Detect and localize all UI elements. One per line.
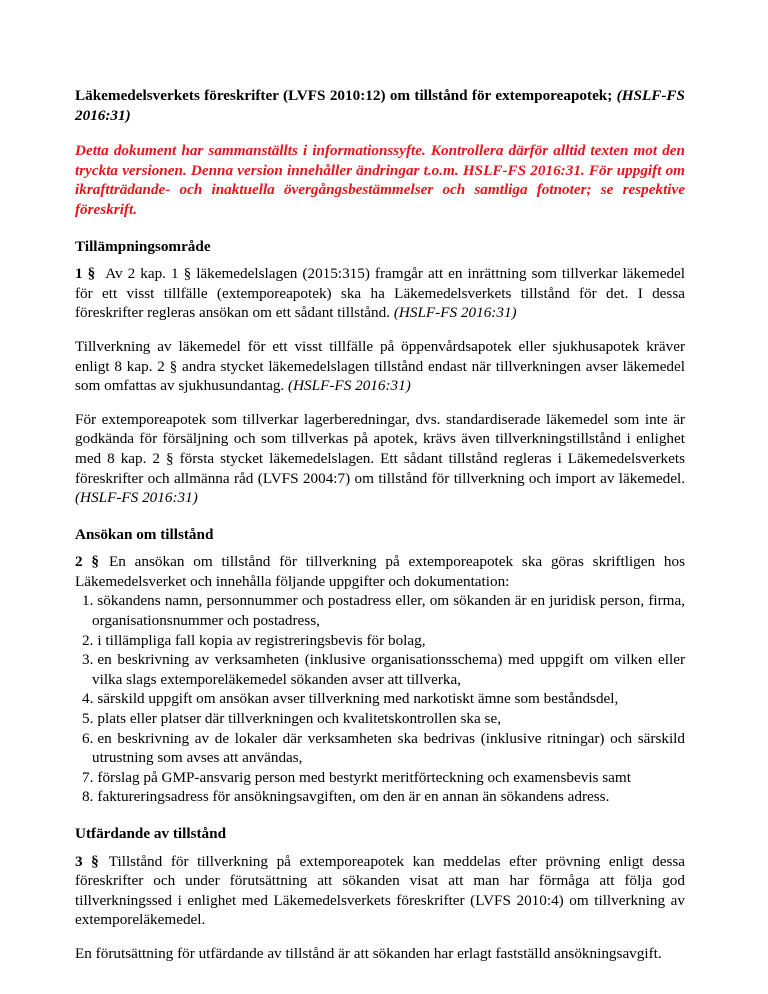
list-item-number: 4.: [82, 690, 94, 708]
paragraph-2-intro: En ansökan om tillstånd för tillverkning på extemporeapotek ska göras skriftligen hos Läkemedelsverket och innehålla följande uppgifter och dokumentation:: [75, 553, 685, 590]
list-item-number: 6.: [82, 729, 94, 747]
document-page: [75, 86, 685, 964]
section-mark-2: 2 §: [75, 553, 99, 571]
list-item: [75, 650, 685, 689]
section-heading-issuance: Utfärdande av tillstånd: [75, 825, 227, 842]
paragraph-scope-3: [75, 410, 685, 508]
list-item: [75, 689, 685, 709]
list-item: [75, 787, 685, 807]
paragraph-issuance-2: En förutsättning för utfärdande av tillstånd är att sökanden har erlagt fastställd ansökningsavgift.: [75, 944, 662, 962]
section-mark-1: 1 §: [75, 265, 96, 283]
section-heading-application: Ansökan om tillstånd: [75, 525, 214, 543]
paragraph-scope-2: [75, 337, 685, 396]
title-amendment: (HSLF-FS 2016:31): [75, 87, 685, 124]
list-item-text: plats eller platser där tillverkningen och kvalitetskontrollen ska se,: [97, 710, 502, 728]
informational-notice: Detta dokument har sammanställts i informationssyfte. Kontrollera därför alltid texten mot den tryckta versionen. Denna version innehåller ändringar t.o.m. HSLF-FS 2016:31. För uppgift om ikraftträdande- och inaktuella övergångsbestämmelser och samtliga fotnoter; se respektive föreskrift.: [75, 142, 685, 218]
list-item-text: i tillämpliga fall kopia av registreringsbevis för bolag,: [97, 631, 426, 649]
list-item-text: förslag på GMP-ansvarig person med bestyrkt meritförteckning och examensbevis samt: [97, 768, 631, 786]
list-item: [75, 709, 685, 729]
paragraph-scope-3-text: För extemporeapotek som tillverkar lagerberedningar, dvs. standardiserade läkemedel som inte är godkända för försäljning och som tillverkas på apotek, krävs även tillverkningstillstånd i enlighet med 8 kap. 2 § första stycket läkemedelslagen. Ett sådant tillstånd regleras i Läkemedelsverkets föreskrifter och allmänna råd (LVFS 2004:7) om tillstånd för tillverkning och import av läkemedel.: [75, 410, 685, 487]
list-item-number: 1.: [82, 592, 94, 610]
application-requirements-list: [75, 591, 685, 807]
list-item-text: sökandens namn, personnummer och postadress eller, om sökanden är en juridisk person, firma, organisationsnummer och postadress,: [92, 592, 685, 630]
list-item-text: en beskrivning av verksamheten (inklusive organisationsschema) med uppgift om vilken eller vilka slags extemporeläkemedel sökanden avser att tillverka,: [92, 651, 685, 688]
title-text: Läkemedelsverkets föreskrifter (LVFS 2010:12) om tillstånd för extemporeapotek;: [75, 87, 613, 104]
list-item-text: faktureringsadress för ansökningsavgiften, om den är en annan än sökandens adress.: [97, 788, 610, 806]
paragraph-1-text: Av 2 kap. 1 § läkemedelslagen (2015:315) framgår att en inrättning som tillverkar läkemedel för ett visst tillfälle (extemporeapotek) ska ha Läkemedelsverkets tillstånd för det. I dessa föreskrifter regleras ansökan om ett sådant tillstånd.: [75, 265, 685, 322]
paragraph-scope-2-text: Tillverkning av läkemedel för ett visst tillfälle på öppenvårdsapotek eller sjukhusapotek kräver enligt 8 kap. 2 § andra stycket läkemedelslagen tillstånd endast när tillverkningen avser läkemedel som omfattas av sjukhusundantag.: [75, 337, 685, 395]
paragraph-1-reference: (HSLF-FS 2016:31): [393, 304, 517, 322]
list-item: [75, 631, 685, 651]
list-item-number: 3.: [82, 651, 94, 669]
list-item-number: 2.: [82, 631, 94, 649]
paragraph-scope-2-reference: (HSLF-FS 2016:31): [288, 377, 411, 395]
list-item-number: 5.: [82, 710, 94, 728]
list-item-text: särskild uppgift om ansökan avser tillverkning med narkotiskt ämne som beståndsdel,: [97, 690, 619, 708]
list-item-number: 7.: [82, 768, 94, 786]
section-heading-scope: Tillämpningsområde: [75, 237, 211, 255]
list-item: [75, 729, 685, 768]
section-mark-3: 3 §: [75, 852, 99, 870]
list-item-text: en beskrivning av de lokaler där verksamheten ska bedrivas (inklusive ritningar) och särskild utrustning som avses att användas,: [92, 729, 685, 767]
list-item: [75, 591, 685, 630]
paragraph-1-section: [75, 264, 685, 323]
list-item: [75, 768, 685, 788]
paragraph-scope-3-reference: (HSLF-FS 2016:31): [75, 489, 198, 507]
document-title: [75, 86, 685, 125]
list-item-number: 8.: [82, 788, 94, 806]
paragraph-3-text: Tillstånd för tillverkning på extemporeapotek kan meddelas efter prövning enligt dessa föreskrifter och under förutsättning att sökanden visat att man har förmåga att följa god tillverkningssed i enlighet med Läkemedelsverkets föreskrifter (LVFS 2010:4) om tillverkning av extemporeläkemedel.: [75, 852, 686, 929]
paragraph-2-section: [75, 552, 685, 591]
paragraph-3-section: [75, 852, 685, 930]
